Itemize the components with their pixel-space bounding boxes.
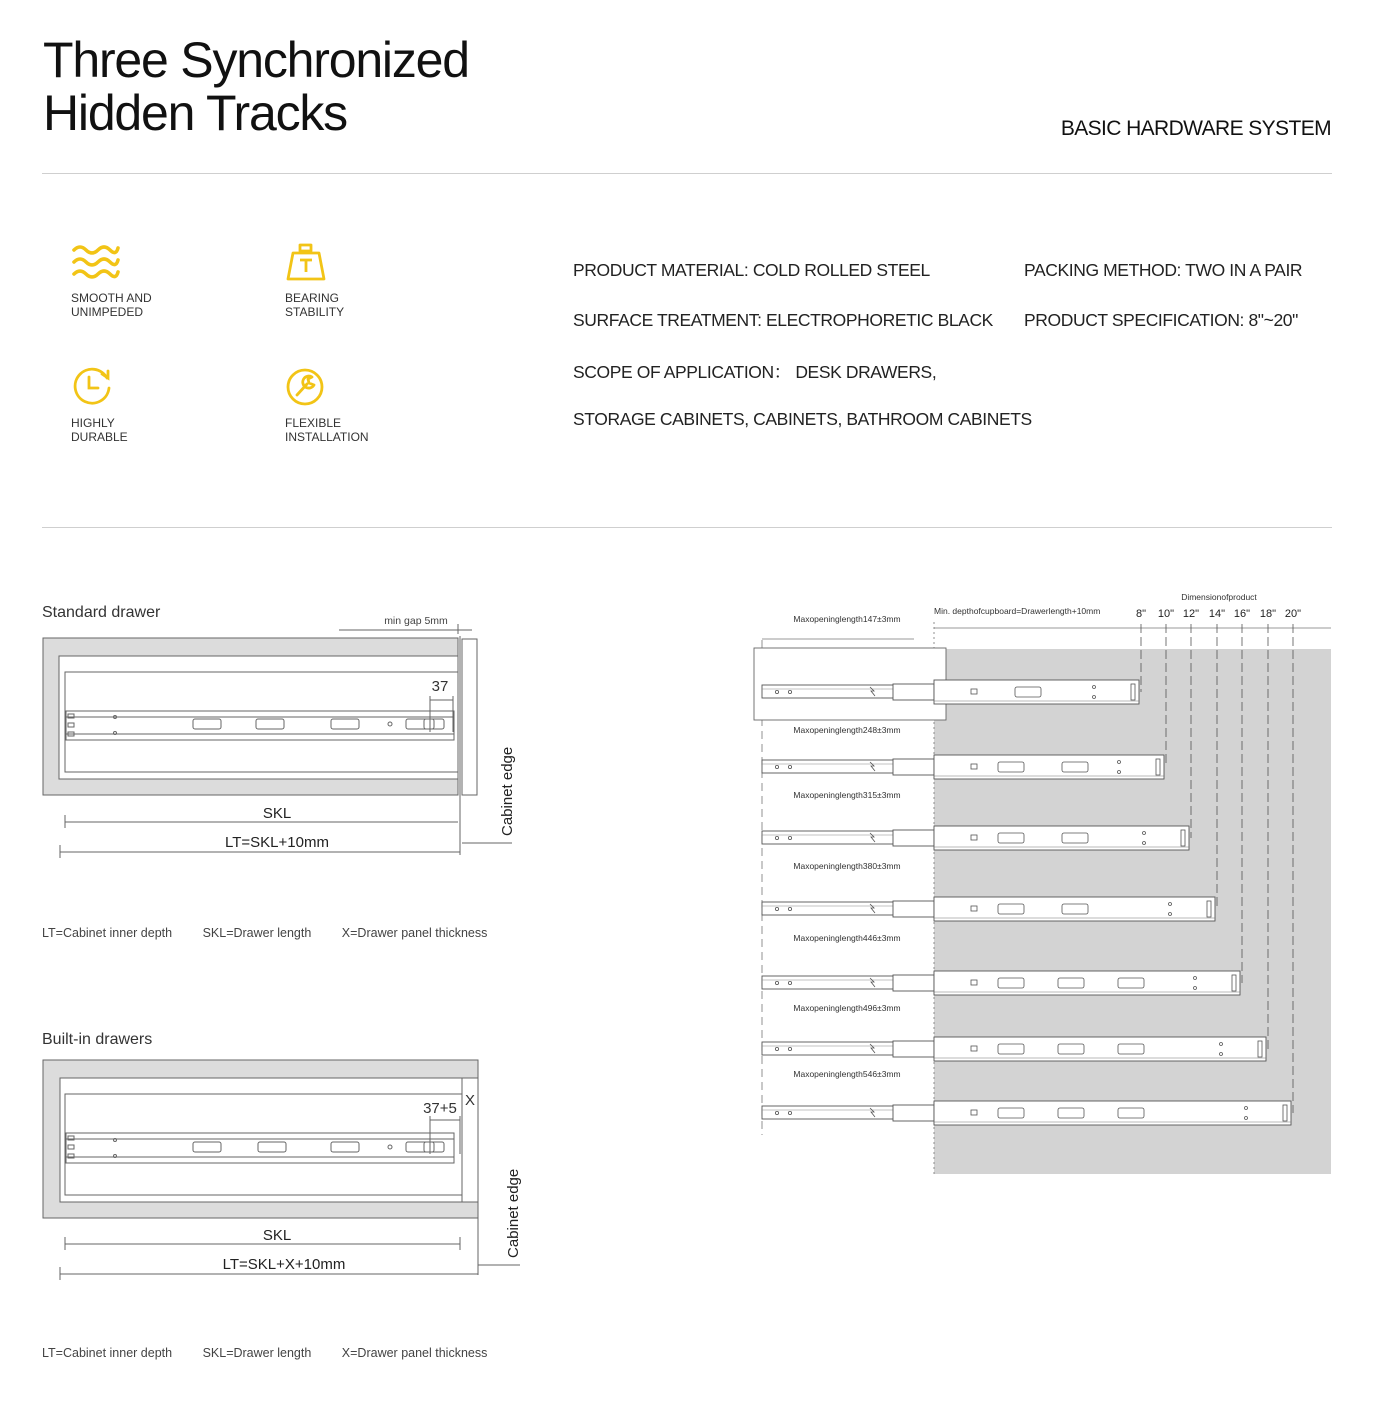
feature-line: SMOOTH AND (71, 291, 152, 305)
rail-middle-4 (893, 901, 934, 917)
title-line-2: Hidden Tracks (43, 85, 347, 141)
section-subtitle: BASIC HARDWARE SYSTEM (1060, 117, 1331, 140)
spec-scope-continued: STORAGE CABINETS, CABINETS, BATHROOM CABINETS (573, 409, 1032, 429)
weight-icon (285, 243, 327, 283)
size-label-3: 12" (1182, 608, 1200, 620)
rail-middle-2 (893, 759, 934, 775)
waves-icon (71, 243, 121, 283)
title-line-1: Three Synchronized (43, 32, 469, 88)
opening-label-3: Maxopeninglength315±3mm (793, 790, 901, 800)
feature-installation (285, 366, 435, 444)
rail-middle-3 (893, 830, 934, 846)
skl-label: SKL (262, 1227, 292, 1244)
spec-material: PRODUCT MATERIAL: COLD ROLLED STEEL (573, 260, 930, 280)
feature-bearing (285, 243, 435, 319)
rail-cabinet-member-5 (934, 971, 1240, 995)
dim-37-5-label: 37+5 (423, 1100, 457, 1117)
feature-line: STABILITY (285, 305, 345, 319)
min-depth-label: Min. depthofcupboard=Drawerlength+10mm (934, 606, 1101, 616)
legend-builtin (42, 1346, 514, 1360)
wrench-icon (285, 366, 327, 408)
legend-x: X=Drawer panel thickness (341, 926, 488, 940)
size-label-7: 20" (1284, 608, 1302, 620)
feature-line: HIGHLY (71, 416, 115, 430)
lt-formula-label: LT=SKL+10mm (225, 834, 329, 851)
opening-label-5: Maxopeninglength446±3mm (793, 933, 901, 943)
spec-packing: PACKING METHOD: TWO IN A PAIR (1024, 260, 1303, 280)
dim-37-label: 37 (431, 678, 449, 695)
rail-middle-6 (893, 1041, 934, 1057)
cabinet-edge-label: Cabinet edge (499, 746, 516, 836)
size-label-4: 14" (1208, 608, 1226, 620)
spec-scope: SCOPE OF APPLICATION： DESK DRAWERS, (573, 362, 937, 382)
feature-smooth (71, 243, 221, 319)
clock-icon (71, 366, 113, 408)
feature-line: DURABLE (71, 430, 128, 444)
size-label-2: 10" (1157, 608, 1175, 620)
opening-label-6: Maxopeninglength496±3mm (793, 1003, 901, 1013)
lt-formula-label: LT=SKL+X+10mm (222, 1256, 346, 1273)
legend-skl: SKL=Drawer length (202, 926, 312, 940)
rail-middle-1 (893, 684, 934, 700)
feature-line: UNIMPEDED (71, 305, 144, 319)
opening-label-4: Maxopeninglength380±3mm (793, 861, 901, 871)
feature-line: INSTALLATION (285, 430, 369, 444)
spec-surface: SURFACE TREATMENT: ELECTROPHORETIC BLACK (573, 310, 993, 330)
cabinet-edge-label: Cabinet edge (505, 1168, 522, 1258)
spec-specification: PRODUCT SPECIFICATION: 8"~20" (1024, 310, 1298, 330)
legend-skl: SKL=Drawer length (202, 1346, 312, 1360)
rail-cabinet-member-6 (934, 1037, 1266, 1061)
legend-lt: LT=Cabinet inner depth (42, 1346, 173, 1360)
legend-standard (42, 926, 514, 940)
feature-line: BEARING (285, 291, 340, 305)
dim-x-label: X (464, 1092, 476, 1109)
divider-top (42, 173, 1332, 174)
skl-label: SKL (262, 805, 292, 822)
rail-size-diagram (740, 585, 1340, 1185)
rail-middle-5 (893, 975, 934, 991)
rail-cabinet-member-3 (934, 826, 1189, 850)
rail-cabinet-member-1 (934, 680, 1139, 704)
builtin-drawer-title: Built-in drawers (42, 1031, 153, 1048)
opening-label-1: Maxopeninglength147±3mm (793, 614, 901, 624)
standard-drawer-diagram (0, 600, 560, 880)
size-label-5: 16" (1233, 608, 1251, 620)
legend-lt: LT=Cabinet inner depth (42, 926, 173, 940)
opening-label-2: Maxopeninglength248±3mm (793, 725, 901, 735)
rail-cabinet-member-2 (934, 755, 1164, 779)
standard-drawer-title: Standard drawer (42, 604, 161, 621)
legend-x: X=Drawer panel thickness (341, 1346, 488, 1360)
size-label-6: 18" (1259, 608, 1277, 620)
feature-line: FLEXIBLE (285, 416, 342, 430)
feature-durable (71, 366, 221, 444)
page-title (43, 34, 469, 140)
opening-label-7: Maxopeninglength546±3mm (793, 1069, 901, 1079)
rail-cabinet-member-7 (934, 1101, 1291, 1125)
min-gap-label: min gap 5mm (384, 615, 448, 627)
rail-cabinet-member-4 (934, 897, 1215, 921)
size-label-1: 8" (1135, 608, 1147, 620)
builtin-drawer-diagram (0, 1055, 560, 1295)
rail-middle-7 (893, 1105, 934, 1121)
divider-middle (42, 527, 1332, 528)
dimension-label: Dimensionofproduct (1181, 592, 1257, 602)
